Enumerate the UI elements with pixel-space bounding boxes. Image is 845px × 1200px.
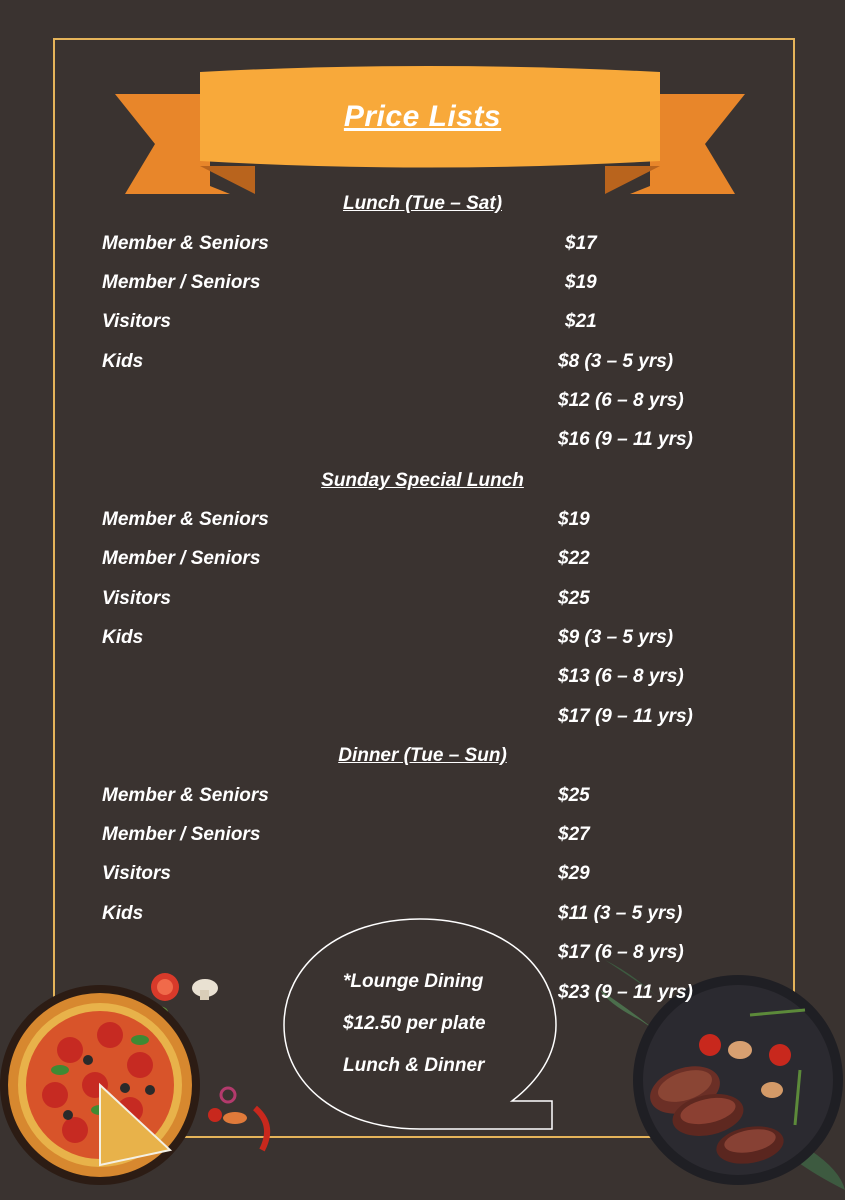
page-title: Price Lists (343, 100, 502, 133)
row-price: $11 (3 – 5 yrs) (558, 903, 683, 924)
price-row (0, 429, 845, 455)
price-row (0, 863, 845, 889)
price-row (0, 390, 845, 416)
price-row (0, 509, 845, 535)
row-price: $22 (558, 548, 590, 569)
section-title-lunch: Lunch (Tue – Sat) (342, 193, 503, 214)
row-price: $17 (565, 233, 597, 254)
row-price: $17 (6 – 8 yrs) (558, 942, 684, 963)
lounge-note-line1: *Lounge Dining (343, 971, 484, 992)
row-price: $25 (558, 588, 590, 609)
row-label: Visitors (102, 863, 171, 884)
row-label: Visitors (102, 588, 171, 609)
row-label: Visitors (102, 311, 171, 332)
row-label: Member & Seniors (102, 233, 269, 254)
row-label: Member & Seniors (102, 785, 269, 806)
price-row (0, 785, 845, 811)
pizza-icon (0, 960, 290, 1200)
price-row (0, 272, 845, 298)
row-label: Kids (102, 351, 144, 372)
row-price: $17 (9 – 11 yrs) (558, 706, 693, 727)
row-label: Member / Seniors (102, 824, 261, 845)
price-row (0, 351, 845, 377)
row-price: $23 (9 – 11 yrs) (558, 982, 693, 1003)
price-row (0, 548, 845, 574)
row-price: $25 (558, 785, 590, 806)
price-row (0, 706, 845, 732)
price-row (0, 233, 845, 259)
row-price: $19 (558, 509, 590, 530)
row-price: $16 (9 – 11 yrs) (558, 429, 693, 450)
row-label: Kids (102, 903, 144, 924)
row-price: $13 (6 – 8 yrs) (558, 666, 684, 687)
row-price: $9 (3 – 5 yrs) (558, 627, 674, 648)
section-title-dinner: Dinner (Tue – Sun) (338, 745, 507, 766)
lounge-note-line2: $12.50 per plate (343, 1013, 486, 1034)
row-price: $19 (565, 272, 597, 293)
row-price: $12 (6 – 8 yrs) (558, 390, 684, 411)
row-price: $21 (565, 311, 597, 332)
row-label: Member & Seniors (102, 509, 269, 530)
row-label: Member / Seniors (102, 548, 261, 569)
price-row (0, 666, 845, 692)
lounge-note-line3: Lunch & Dinner (343, 1055, 485, 1076)
price-row (0, 588, 845, 614)
price-row (0, 627, 845, 653)
price-row (0, 824, 845, 850)
row-price: $29 (558, 863, 590, 884)
price-row (0, 311, 845, 337)
row-price: $27 (558, 824, 590, 845)
row-label: Kids (102, 627, 144, 648)
row-price: $8 (3 – 5 yrs) (558, 351, 674, 372)
row-label: Member / Seniors (102, 272, 261, 293)
section-title-sunday: Sunday Special Lunch (321, 470, 524, 491)
